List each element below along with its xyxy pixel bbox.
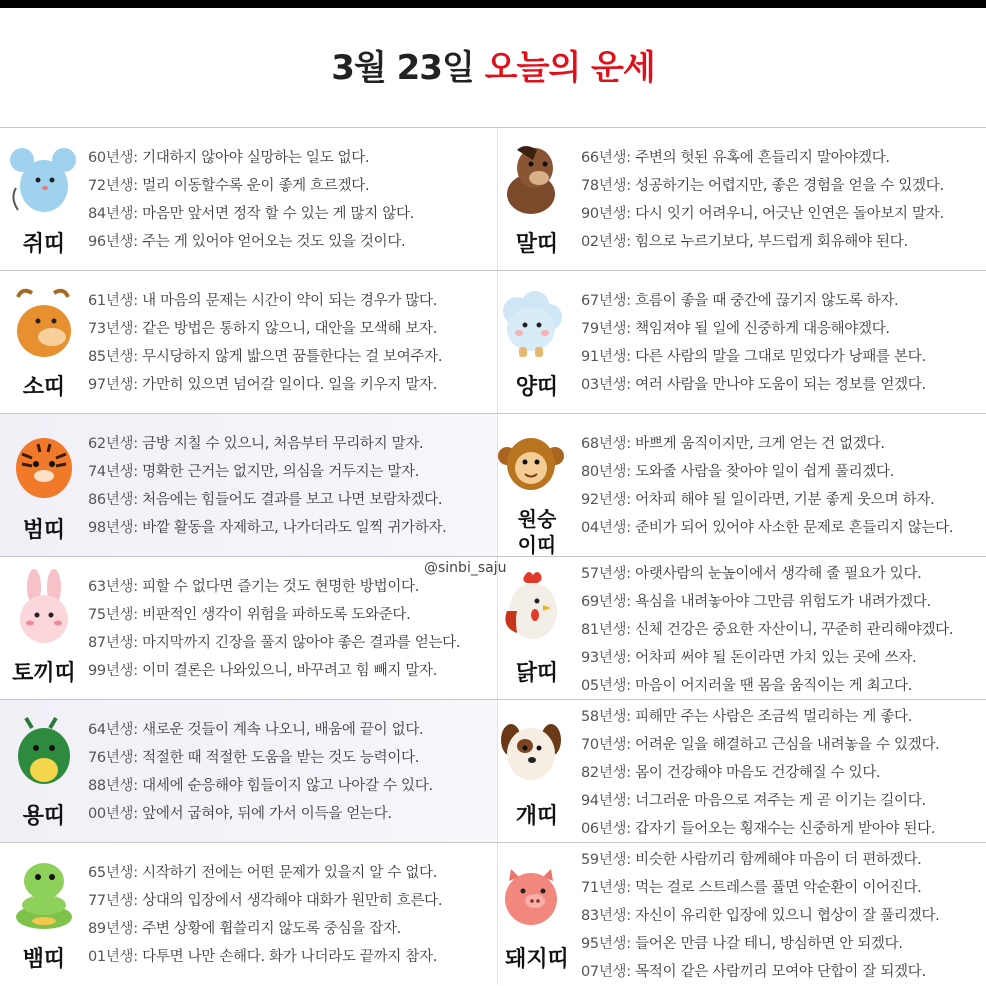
- fortune-line: [88, 287, 498, 315]
- fortune-text: 어차피 써야 될 돈이라면 가치 있는 곳에 쓰자.: [630, 650, 917, 666]
- fortune-line: [581, 759, 981, 787]
- fortune-line: [581, 343, 981, 371]
- birth-year: 66년생:: [581, 150, 631, 166]
- rooster-icon: [495, 567, 565, 647]
- fortune-line: [88, 430, 498, 458]
- fortune-text: 마음만 앞서면 정작 할 수 있는 게 많지 않다.: [137, 206, 414, 222]
- fortune-line: [88, 458, 498, 486]
- fortune-line: [581, 200, 981, 228]
- birth-year: 76년생:: [88, 750, 138, 766]
- fortune-line: [88, 371, 498, 399]
- fortune-line: [581, 371, 981, 399]
- fortune-list: [88, 573, 498, 685]
- fortune-text: 몸이 건강해야 마음도 건강해질 수 있다.: [630, 765, 881, 781]
- fortune-text: 새로운 것들이 계속 나오니, 배움에 끝이 없다.: [137, 722, 424, 738]
- zodiac-card: [497, 271, 986, 413]
- zodiac-name: 소띠: [22, 375, 66, 400]
- birth-year: 64년생:: [88, 722, 138, 738]
- fortune-list: [88, 859, 498, 971]
- column-divider: [497, 843, 498, 985]
- fortune-text: 어차피 해야 될 일이라면, 기분 좋게 웃으며 하자.: [630, 492, 935, 508]
- zodiac-card: [0, 128, 497, 270]
- zodiac-name: 개띠: [515, 804, 559, 829]
- birth-year: 78년생:: [581, 178, 631, 194]
- zodiac-card: [497, 700, 986, 842]
- ox-icon: [8, 281, 78, 361]
- birth-year: 07년생:: [581, 964, 631, 980]
- fortune-line: [88, 772, 498, 800]
- fortune-text: 기대하지 않아야 실망하는 일도 없다.: [137, 150, 370, 166]
- fortune-text: 갑자기 들어오는 횡재수는 신중하게 받아야 된다.: [630, 821, 936, 837]
- fortune-line: [581, 616, 981, 644]
- fortune-list: [581, 144, 981, 256]
- title-highlight: 오늘의 운세: [484, 48, 655, 88]
- fortune-text: 상대의 입장에서 생각해야 대화가 원만히 흐른다.: [137, 893, 443, 909]
- fortune-text: 멀리 이동할수록 운이 좋게 흐르겠다.: [137, 178, 370, 194]
- birth-year: 02년생:: [581, 234, 631, 250]
- zodiac-name: 용띠: [22, 804, 66, 829]
- fortune-text: 책임져야 될 일에 신중하게 대응해야겠다.: [630, 321, 890, 337]
- zodiac-name: 쥐띠: [22, 232, 66, 257]
- rabbit-icon: [8, 567, 78, 647]
- fortune-text: 앞에서 굽혀야, 뒤에 가서 이득을 얻는다.: [137, 806, 392, 822]
- birth-year: 57년생:: [581, 566, 631, 582]
- fortune-line: [581, 287, 981, 315]
- fortune-line: [88, 744, 498, 772]
- fortune-list: [88, 716, 498, 828]
- fortune-list: [88, 287, 498, 399]
- birth-year: 75년생:: [88, 607, 138, 623]
- horse-icon: [495, 138, 565, 218]
- fortune-list: [581, 846, 981, 986]
- zodiac-name: 범띠: [22, 518, 66, 543]
- birth-year: 61년생:: [88, 293, 138, 309]
- fortune-line: [581, 846, 981, 874]
- birth-year: 59년생:: [581, 852, 631, 868]
- fortune-text: 이미 결론은 나와있으니, 바꾸려고 힘 빼지 말자.: [137, 663, 438, 679]
- fortune-text: 여러 사람을 만나야 도움이 되는 정보를 얻겠다.: [630, 377, 926, 393]
- fortune-line: [581, 874, 981, 902]
- fortune-text: 마음이 어지러울 땐 몸을 움직이는 게 최고다.: [630, 678, 913, 694]
- fortune-text: 주변 상황에 휩쓸리지 않도록 중심을 잡자.: [137, 921, 402, 937]
- monkey-icon: [495, 424, 565, 504]
- fortune-line: [581, 315, 981, 343]
- birth-year: 71년생:: [581, 880, 631, 896]
- dragon-icon: [8, 710, 78, 790]
- fortune-line: [581, 458, 981, 486]
- column-divider: [497, 271, 498, 413]
- birth-year: 81년생:: [581, 622, 631, 638]
- zodiac-name: 원숭이띠: [517, 507, 557, 557]
- birth-year: 70년생:: [581, 737, 631, 753]
- fortune-line: [581, 172, 981, 200]
- fortune-line: [581, 731, 981, 759]
- fortune-line: [581, 958, 981, 986]
- fortune-list: [581, 287, 981, 399]
- birth-year: 73년생:: [88, 321, 138, 337]
- fortune-text: 욕심을 내려놓아야 그만큼 위험도가 내려가겠다.: [630, 594, 931, 610]
- birth-year: 92년생:: [581, 492, 631, 508]
- fortune-line: [581, 703, 981, 731]
- zodiac-row: [0, 842, 986, 985]
- birth-year: 65년생:: [88, 865, 138, 881]
- fortune-text: 무시당하지 않게 밟으면 꿈틀한다는 걸 보여주자.: [137, 349, 443, 365]
- fortune-text: 신체 건강은 중요한 자산이니, 꾸준히 관리해야겠다.: [630, 622, 954, 638]
- fortune-text: 같은 방법은 통하지 않으니, 대안을 모색해 보자.: [137, 321, 438, 337]
- birth-year: 90년생:: [581, 206, 631, 222]
- zodiac-card: [497, 843, 986, 985]
- birth-year: 63년생:: [88, 579, 138, 595]
- zodiac-card: [0, 271, 497, 413]
- birth-year: 03년생:: [581, 377, 631, 393]
- fortune-line: [581, 486, 981, 514]
- birth-year: 86년생:: [88, 492, 138, 508]
- fortune-line: [581, 815, 981, 843]
- fortune-text: 너그러운 마음으로 져주는 게 곧 이기는 길이다.: [630, 793, 926, 809]
- zodiac-name: 닭띠: [515, 661, 559, 686]
- fortune-text: 어려운 일을 해결하고 근심을 내려놓을 수 있겠다.: [630, 737, 940, 753]
- fortune-line: [581, 560, 981, 588]
- zodiac-card: [497, 557, 986, 699]
- page-title: [0, 40, 986, 89]
- fortune-text: 내 마음의 문제는 시간이 약이 되는 경우가 많다.: [137, 293, 438, 309]
- column-divider: [497, 700, 498, 842]
- fortune-text: 들어온 만큼 나갈 테니, 방심하면 안 되겠다.: [630, 936, 903, 952]
- zodiac-card: [0, 700, 497, 842]
- fortune-text: 비슷한 사람끼리 함께해야 마음이 더 편하겠다.: [630, 852, 922, 868]
- fortune-text: 시작하기 전에는 어떤 문제가 있을지 알 수 없다.: [137, 865, 438, 881]
- zodiac-card: [0, 557, 497, 699]
- fortune-line: [581, 588, 981, 616]
- birth-year: 98년생:: [88, 520, 138, 536]
- birth-year: 93년생:: [581, 650, 631, 666]
- tiger-icon: [8, 424, 78, 504]
- birth-year: 58년생:: [581, 709, 631, 725]
- fortune-line: [88, 800, 498, 828]
- birth-year: 79년생:: [581, 321, 631, 337]
- fortune-text: 준비가 되어 있어야 사소한 문제로 흔들리지 않는다.: [630, 520, 954, 536]
- birth-year: 80년생:: [581, 464, 631, 480]
- zodiac-card: [0, 414, 497, 556]
- fortune-line: [88, 657, 498, 685]
- fortune-line: [88, 943, 498, 971]
- fortune-line: [88, 629, 498, 657]
- fortune-text: 목적이 같은 사람끼리 모여야 단합이 잘 되겠다.: [630, 964, 926, 980]
- zodiac-row: [0, 413, 986, 556]
- birth-year: 87년생:: [88, 635, 138, 651]
- fortune-text: 먹는 걸로 스트레스를 풀면 악순환이 이어진다.: [630, 880, 922, 896]
- fortune-line: [581, 228, 981, 256]
- fortune-line: [88, 486, 498, 514]
- fortune-line: [581, 144, 981, 172]
- zodiac-name: 말띠: [515, 232, 559, 257]
- birth-year: 05년생:: [581, 678, 631, 694]
- birth-year: 88년생:: [88, 778, 138, 794]
- fortune-line: [88, 200, 498, 228]
- fortune-text: 자신이 유리한 입장에 있으니 협상이 잘 풀리겠다.: [630, 908, 940, 924]
- fortune-line: [88, 315, 498, 343]
- fortune-list: [88, 430, 498, 542]
- watermark: @sinbi_saju: [424, 560, 507, 576]
- fortune-text: 주변의 헛된 유혹에 흔들리지 말아야겠다.: [630, 150, 890, 166]
- birth-year: 84년생:: [88, 206, 138, 222]
- fortune-line: [88, 859, 498, 887]
- birth-year: 00년생:: [88, 806, 138, 822]
- fortune-text: 아랫사람의 눈높이에서 생각해 줄 필요가 있다.: [630, 566, 922, 582]
- title-date: 3월 23일: [331, 48, 474, 88]
- fortune-text: 바깥 활동을 자제하고, 나가더라도 일찍 귀가하자.: [137, 520, 447, 536]
- mouse-icon: [8, 138, 78, 218]
- column-divider: [497, 128, 498, 270]
- column-divider: [497, 557, 498, 699]
- birth-year: 85년생:: [88, 349, 138, 365]
- birth-year: 67년생:: [581, 293, 631, 309]
- fortune-line: [581, 787, 981, 815]
- fortune-line: [581, 514, 981, 542]
- birth-year: 91년생:: [581, 349, 631, 365]
- fortune-list: [581, 703, 981, 843]
- birth-year: 74년생:: [88, 464, 138, 480]
- zodiac-name: 뱀띠: [22, 947, 66, 972]
- birth-year: 68년생:: [581, 436, 631, 452]
- fortune-line: [88, 144, 498, 172]
- fortune-list: [581, 560, 981, 700]
- fortune-text: 도와줄 사람을 찾아야 일이 쉽게 풀리겠다.: [630, 464, 895, 480]
- birth-year: 97년생:: [88, 377, 138, 393]
- fortune-text: 바쁘게 움직이지만, 크게 얻는 건 없겠다.: [630, 436, 885, 452]
- fortune-text: 피해만 주는 사람은 조금씩 멀리하는 게 좋다.: [630, 709, 913, 725]
- birth-year: 94년생:: [581, 793, 631, 809]
- fortune-text: 마지막까지 긴장을 풀지 않아야 좋은 결과를 얻는다.: [137, 635, 461, 651]
- fortune-line: [581, 902, 981, 930]
- zodiac-name: 양띠: [515, 375, 559, 400]
- birth-year: 04년생:: [581, 520, 631, 536]
- birth-year: 60년생:: [88, 150, 138, 166]
- fortune-line: [581, 644, 981, 672]
- fortune-text: 흐름이 좋을 때 중간에 끊기지 않도록 하자.: [630, 293, 899, 309]
- birth-year: 69년생:: [581, 594, 631, 610]
- fortune-line: [88, 343, 498, 371]
- fortune-line: [88, 514, 498, 542]
- fortune-line: [88, 887, 498, 915]
- fortune-text: 가만히 있으면 넘어갈 일이다. 일을 키우지 말자.: [137, 377, 438, 393]
- fortune-text: 처음에는 힘들어도 결과를 보고 나면 보람차겠다.: [137, 492, 443, 508]
- fortune-text: 다투면 나만 손해다. 화가 나더라도 끝까지 참자.: [137, 949, 438, 965]
- fortune-line: [88, 172, 498, 200]
- zodiac-row: [0, 699, 986, 842]
- zodiac-card: [0, 843, 497, 985]
- fortune-grid: [0, 127, 986, 985]
- fortune-text: 비판적인 생각이 위험을 파하도록 도와준다.: [137, 607, 411, 623]
- pig-icon: [495, 853, 565, 933]
- fortune-line: [88, 573, 498, 601]
- fortune-line: [581, 672, 981, 700]
- fortune-line: [88, 228, 498, 256]
- fortune-text: 주는 게 있어야 얻어오는 것도 있을 것이다.: [137, 234, 406, 250]
- birth-year: 83년생:: [581, 908, 631, 924]
- sheep-icon: [495, 281, 565, 361]
- fortune-line: [581, 930, 981, 958]
- snake-icon: [8, 853, 78, 933]
- birth-year: 99년생:: [88, 663, 138, 679]
- fortune-line: [88, 915, 498, 943]
- birth-year: 62년생:: [88, 436, 138, 452]
- fortune-text: 대세에 순응해야 힘들이지 않고 나아갈 수 있다.: [137, 778, 433, 794]
- fortune-text: 다시 잇기 어려우니, 어긋난 인연은 돌아보지 말자.: [630, 206, 944, 222]
- birth-year: 95년생:: [581, 936, 631, 952]
- zodiac-name: 돼지띠: [505, 947, 569, 972]
- zodiac-row: [0, 127, 986, 270]
- fortune-list: [581, 430, 981, 542]
- dog-icon: [495, 710, 565, 790]
- zodiac-card: [497, 414, 986, 556]
- zodiac-card: [497, 128, 986, 270]
- birth-year: 89년생:: [88, 921, 138, 937]
- fortune-text: 성공하기는 어렵지만, 좋은 경험을 얻을 수 있겠다.: [630, 178, 944, 194]
- fortune-text: 금방 지칠 수 있으니, 처음부터 무리하지 말자.: [137, 436, 424, 452]
- top-bar: [0, 0, 986, 8]
- fortune-text: 피할 수 없다면 즐기는 것도 현명한 방법이다.: [137, 579, 420, 595]
- fortune-line: [88, 716, 498, 744]
- birth-year: 96년생:: [88, 234, 138, 250]
- column-divider: [497, 414, 498, 556]
- zodiac-name: 토끼띠: [12, 661, 76, 686]
- birth-year: 06년생:: [581, 821, 631, 837]
- fortune-text: 명확한 근거는 없지만, 의심을 거두지는 말자.: [137, 464, 420, 480]
- zodiac-row: [0, 556, 986, 699]
- fortune-list: [88, 144, 498, 256]
- birth-year: 72년생:: [88, 178, 138, 194]
- birth-year: 82년생:: [581, 765, 631, 781]
- fortune-line: [88, 601, 498, 629]
- birth-year: 77년생:: [88, 893, 138, 909]
- birth-year: 01년생:: [88, 949, 138, 965]
- fortune-text: 다른 사람의 말을 그대로 믿었다가 낭패를 본다.: [630, 349, 926, 365]
- fortune-text: 힘으로 누르기보다, 부드럽게 회유해야 된다.: [630, 234, 908, 250]
- fortune-line: [581, 430, 981, 458]
- zodiac-row: [0, 270, 986, 413]
- fortune-text: 적절한 때 적절한 도움을 받는 것도 능력이다.: [137, 750, 420, 766]
